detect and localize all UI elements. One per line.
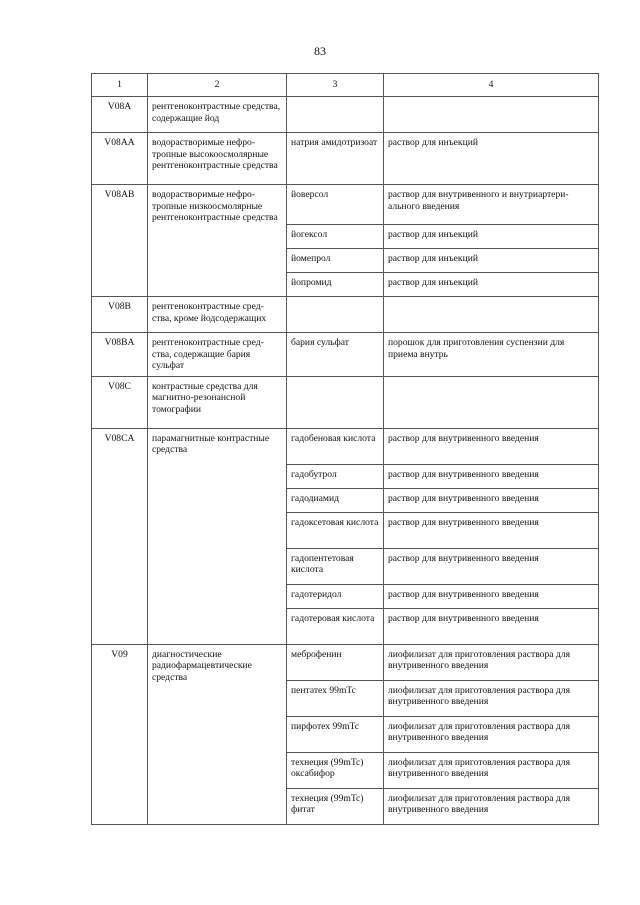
substance-cell: гадобеновая кислота <box>287 428 384 464</box>
column-header: 2 <box>148 74 287 97</box>
dosage-form-cell: раствор для внутривенного введения <box>384 548 599 584</box>
atc-code-cell: V08AA <box>92 133 148 185</box>
dosage-form-cell <box>384 376 599 428</box>
substance-cell: гадоксетовая кислота <box>287 512 384 548</box>
group-name-cell: водорастворимые нефро-тропные низкоосмолярные рентгеноконтрастные средства <box>148 185 287 297</box>
substance-cell: меброфенин <box>287 644 384 680</box>
dosage-form-cell: лиофилизат для приготовления раствора для внутривенного введения <box>384 752 599 788</box>
substance-cell <box>287 376 384 428</box>
group-name-cell: рентгеноконтрастные сред-ства, кроме йодсодержащих <box>148 297 287 333</box>
dosage-form-cell: лиофилизат для приготовления раствора для внутривенного введения <box>384 644 599 680</box>
group-name-cell: диагностические радиофармацевтические средства <box>148 644 287 824</box>
dosage-form-cell: порошок для приготовления суспензии для приема внутрь <box>384 333 599 377</box>
substance-cell: йопромид <box>287 273 384 297</box>
dosage-form-cell: раствор для инъекций <box>384 249 599 273</box>
substance-cell <box>287 297 384 333</box>
atc-code-cell: V08BA <box>92 333 148 377</box>
group-name-cell: рентгеноконтрастные средства, содержащие йод <box>148 97 287 133</box>
drug-classification-table <box>91 73 599 825</box>
dosage-form-cell: лиофилизат для приготовления раствора для внутривенного введения <box>384 680 599 716</box>
atc-code-cell: V09 <box>92 644 148 824</box>
table-row <box>92 97 599 133</box>
column-header: 4 <box>384 74 599 97</box>
dosage-form-cell: раствор для внутривенного введения <box>384 464 599 488</box>
substance-cell: йоверсол <box>287 185 384 225</box>
atc-code-cell: V08A <box>92 97 148 133</box>
group-name-cell: водорастворимые нефро-тропные высокоосмолярные рентгеноконтрастные средства <box>148 133 287 185</box>
dosage-form-cell: раствор для инъекций <box>384 273 599 297</box>
table-row <box>92 297 599 333</box>
group-name-cell: парамагнитные контрастные средства <box>148 428 287 644</box>
table-row <box>92 376 599 428</box>
table-row <box>92 644 599 680</box>
substance-cell: пентатех 99mTc <box>287 680 384 716</box>
substance-cell: технеция (99mTc) фитат <box>287 788 384 824</box>
substance-cell: технеция (99mTc) оксабифор <box>287 752 384 788</box>
substance-cell <box>287 97 384 133</box>
atc-code-cell: V08C <box>92 376 148 428</box>
table-row <box>92 428 599 464</box>
table-row <box>92 333 599 377</box>
column-header: 1 <box>92 74 148 97</box>
dosage-form-cell: раствор для внутривенного введения <box>384 488 599 512</box>
dosage-form-cell <box>384 297 599 333</box>
atc-code-cell: V08AB <box>92 185 148 297</box>
substance-cell: гадопентетовая кислота <box>287 548 384 584</box>
substance-cell: натрия амидотризоат <box>287 133 384 185</box>
dosage-form-cell: раствор для инъекций <box>384 133 599 185</box>
dosage-form-cell: лиофилизат для приготовления раствора для внутривенного введения <box>384 716 599 752</box>
atc-code-cell: V08CA <box>92 428 148 644</box>
substance-cell: гадотеровая кислота <box>287 608 384 644</box>
dosage-form-cell: раствор для инъекций <box>384 225 599 249</box>
group-name-cell: рентгеноконтрастные сред-ства, содержащие бария сульфат <box>148 333 287 377</box>
table-header-row <box>92 74 599 97</box>
substance-cell: йомепрол <box>287 249 384 273</box>
dosage-form-cell <box>384 97 599 133</box>
dosage-form-cell: раствор для внутривенного введения <box>384 512 599 548</box>
group-name-cell: контрастные средства для магнитно-резонансной томографии <box>148 376 287 428</box>
substance-cell: гадобутрол <box>287 464 384 488</box>
atc-code-cell: V08B <box>92 297 148 333</box>
page-number: 83 <box>314 44 326 58</box>
dosage-form-cell: раствор для внутривенного введения <box>384 428 599 464</box>
table-row <box>92 133 599 185</box>
substance-cell: бария сульфат <box>287 333 384 377</box>
table-row <box>92 185 599 225</box>
substance-cell: гадодиамид <box>287 488 384 512</box>
substance-cell: гадотеридол <box>287 584 384 608</box>
dosage-form-cell: раствор для внутривенного и внутриартери-ального введения <box>384 185 599 225</box>
substance-cell: пирфотех 99mTc <box>287 716 384 752</box>
substance-cell: йогексол <box>287 225 384 249</box>
column-header: 3 <box>287 74 384 97</box>
dosage-form-cell: раствор для внутривенного введения <box>384 584 599 608</box>
dosage-form-cell: лиофилизат для приготовления раствора для внутривенного введения <box>384 788 599 824</box>
dosage-form-cell: раствор для внутривенного введения <box>384 608 599 644</box>
